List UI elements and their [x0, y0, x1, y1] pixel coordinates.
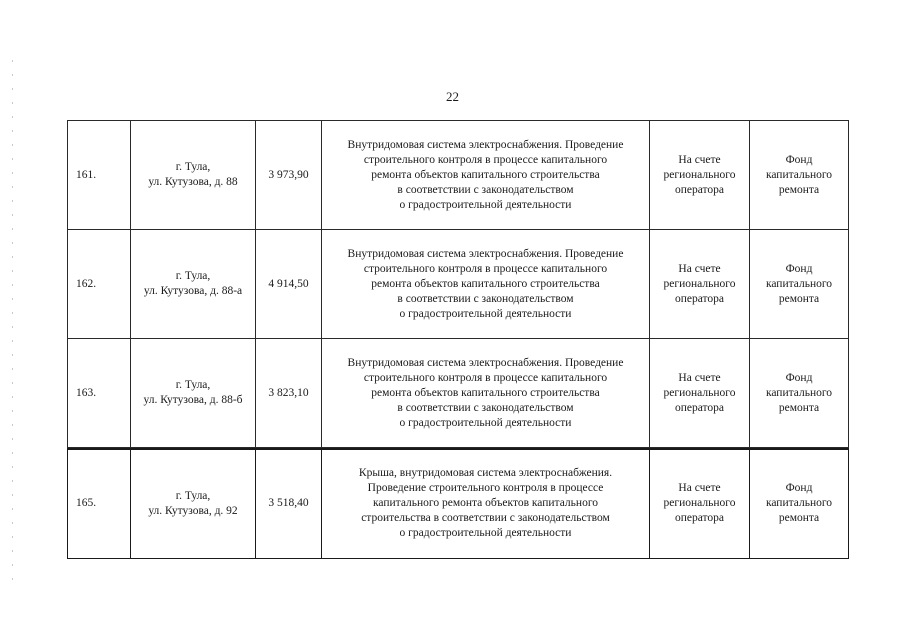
amount-cell: 3 518,40	[256, 449, 322, 558]
registry-table-top	[67, 120, 849, 448]
fund-source-cell: Фонд капитального ремонта	[750, 449, 849, 558]
funding-basis-cell: На счете регионального оператора	[650, 449, 750, 558]
fund-source-cell: Фонд капитального ремонта	[750, 121, 849, 230]
row-number: 162.	[68, 230, 131, 339]
amount-cell: 3 823,10	[256, 339, 322, 448]
work-description-cell: Крыша, внутридомовая система электроснабжения. Проведение строительного контроля в процессе капитального ремонта объектов капитального строительства в соответствии с законодательством о градостроительной деятельности	[322, 449, 650, 558]
work-description-cell: Внутридомовая система электроснабжения. Проведение строительного контроля в процессе капитального ремонта объектов капитального строительства в соответствии с законодательством о градостроительной деятельности	[322, 121, 650, 230]
table-row	[68, 449, 849, 558]
table-row	[68, 230, 849, 339]
funding-basis-cell: На счете регионального оператора	[650, 339, 750, 448]
scan-margin-marks	[12, 60, 13, 580]
fund-source-cell: Фонд капитального ремонта	[750, 230, 849, 339]
table-row	[68, 121, 849, 230]
page-number: 22	[446, 89, 459, 104]
row-number: 161.	[68, 121, 131, 230]
address-cell: г. Тула, ул. Кутузова, д. 92	[131, 449, 256, 558]
fund-source-cell: Фонд капитального ремонта	[750, 339, 849, 448]
funding-basis-cell: На счете регионального оператора	[650, 121, 750, 230]
row-number: 165.	[68, 449, 131, 558]
table-row	[68, 339, 849, 448]
registry-table-bottom	[67, 448, 849, 559]
address-cell: г. Тула, ул. Кутузова, д. 88	[131, 121, 256, 230]
address-cell: г. Тула, ул. Кутузова, д. 88-а	[131, 230, 256, 339]
row-number: 163.	[68, 339, 131, 448]
address-cell: г. Тула, ул. Кутузова, д. 88-б	[131, 339, 256, 448]
amount-cell: 4 914,50	[256, 230, 322, 339]
funding-basis-cell: На счете регионального оператора	[650, 230, 750, 339]
work-description-cell: Внутридомовая система электроснабжения. Проведение строительного контроля в процессе капитального ремонта объектов капитального строительства в соответствии с законодательством о градостроительной деятельности	[322, 230, 650, 339]
amount-cell: 3 973,90	[256, 121, 322, 230]
work-description-cell: Внутридомовая система электроснабжения. Проведение строительного контроля в процессе капитального ремонта объектов капитального строительства в соответствии с законодательством о градостроительной деятельности	[322, 339, 650, 448]
